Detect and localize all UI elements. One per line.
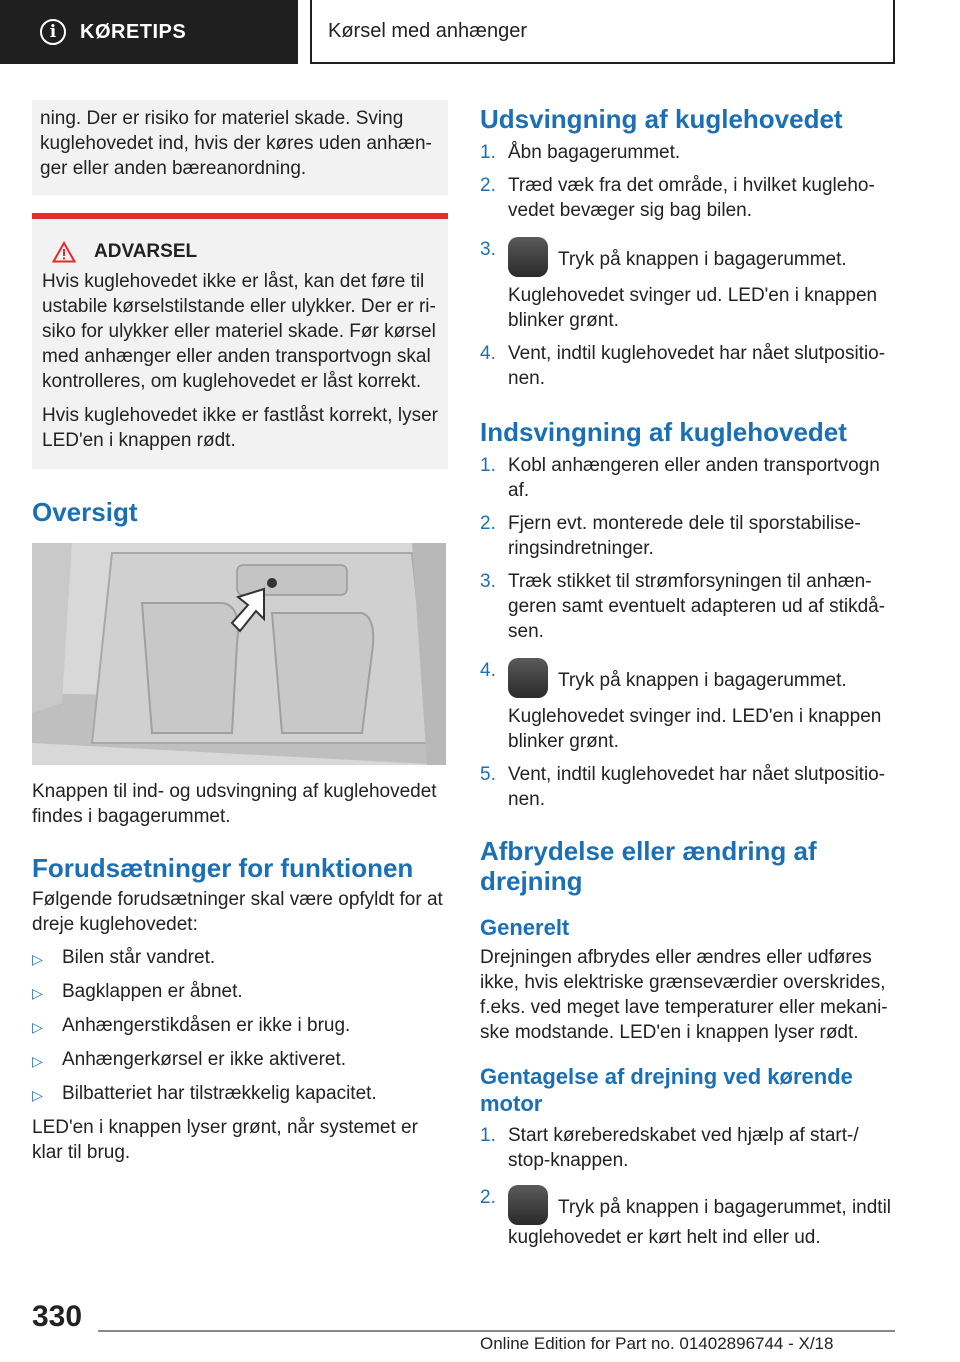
- list-item: 2. Tryk på knappen i bagagerummet, indtil kuglehovedet er kørt helt ind eller ud.: [480, 1187, 892, 1248]
- repeat-steps: [480, 1123, 900, 1250]
- continued-note-text: ning. Der er risiko for materiel skade. Sving kuglehovedet ind, hvis der køres uden anhæn-ger eller anden bæreanordning.: [40, 108, 432, 179]
- list-item: ▷ Anhængerstikdåsen er ikke i brug.: [32, 1013, 448, 1040]
- continued-note-box: [32, 100, 448, 195]
- hitch-button-icon: [508, 658, 548, 698]
- prerequisites-outro: LED'en i knappen lyser grønt, når systemet er klar til brug.: [32, 1117, 418, 1163]
- swing-in-steps: [480, 453, 900, 812]
- footer-divider: [98, 1330, 895, 1332]
- section-label: KØRETIPS: [80, 20, 187, 43]
- footer-edition: Online Edition for Part no. 01402896744 - X/18: [480, 1334, 834, 1353]
- list-item: 4. Vent, indtil kuglehovedet har nået slutpositio-nen.: [480, 343, 886, 389]
- overview-heading: Oversigt: [32, 497, 138, 527]
- list-item: 2. Fjern evt. monterede dele til sporstabilise-ringsindretninger.: [480, 513, 861, 559]
- list-item: 1. Åbn bagagerummet.: [480, 142, 681, 163]
- warning-triangle-icon: [52, 241, 76, 263]
- general-text: Drejningen afbrydes eller ændres eller udføres ikke, hvis elektriske grænseværdier overskrides, f.eks. ved meget lave temperaturer eller mekani-ske modstande. LED'en i knappen lyser rødt.: [480, 947, 888, 1043]
- warning-header: [52, 241, 438, 263]
- hitch-button-icon: [508, 1185, 548, 1225]
- list-item: 3. Træk stikket til strømforsyningen til anhæn-geren samt eventuelt adapteren ud af stikdå-sen.: [480, 571, 886, 642]
- prerequisites-list: [32, 945, 448, 1108]
- list-item: ▷ Anhængerkørsel er ikke aktiveret.: [32, 1047, 448, 1074]
- bullet-triangle-icon: ▷: [32, 951, 43, 967]
- trunk-button-photo: [32, 543, 446, 765]
- list-item: 4. Tryk på knappen i bagagerummet. Kuglehovedet svinger ind. LED'en i knappen blinker grønt.: [480, 660, 882, 752]
- warning-box: [32, 213, 448, 469]
- warning-paragraph: Hvis kuglehovedet ikke er låst, kan det føre til ustabile kørselstilstande eller ulykker. Der er ri-siko for ulykker eller materiel skade. Før kørsel med anhænger eller anden transportvogn skal kontrolleres, om kuglehovedet er låst korrekt.: [42, 271, 436, 392]
- interrupt-heading: Afbrydelse eller ændring af drejning: [480, 836, 817, 896]
- bullet-triangle-icon: ▷: [32, 985, 43, 1001]
- section-tab: [0, 0, 298, 64]
- bullet-triangle-icon: ▷: [32, 1019, 43, 1035]
- info-icon: i: [40, 19, 66, 45]
- warning-title: ADVARSEL: [94, 241, 198, 262]
- prerequisites-heading: Forudsætninger for funktionen: [32, 853, 414, 883]
- page-header: [0, 0, 960, 66]
- hitch-button-icon: [508, 237, 548, 277]
- list-item: ▷ Bagklappen er åbnet.: [32, 979, 448, 1006]
- swing-out-heading: Udsvingning af kuglehovedet: [480, 104, 843, 134]
- page-number: 330: [32, 1300, 83, 1333]
- chapter-title: Kørsel med anhænger: [310, 0, 895, 64]
- left-column: [32, 100, 448, 1165]
- swing-out-steps: [480, 140, 900, 391]
- bullet-triangle-icon: ▷: [32, 1053, 43, 1069]
- list-item: 2. Træd væk fra det område, i hvilket kugleho-vedet bevæger sig bag bilen.: [480, 175, 875, 221]
- swing-in-heading: Indsvingning af kuglehovedet: [480, 417, 847, 447]
- list-item: 1. Start køreberedskabet ved hjælp af start-/ stop-knappen.: [480, 1125, 859, 1171]
- repeat-subheading: Gentagelse af drejning ved kørende motor: [480, 1064, 853, 1116]
- list-item: ▷ Bilbatteriet har tilstrækkelig kapacitet.: [32, 1081, 448, 1108]
- trunk-illustration: [32, 543, 446, 765]
- list-item: 5. Vent, indtil kuglehovedet har nået slutpositio-nen.: [480, 764, 886, 810]
- right-column: [480, 100, 900, 1258]
- general-subheading: Generelt: [480, 915, 570, 940]
- prerequisites-intro: Følgende forudsætninger skal være opfyldt for at dreje kuglehovedet:: [32, 889, 443, 935]
- warning-paragraph: Hvis kuglehovedet ikke er fastlåst korrekt, lyser LED'en i knappen rødt.: [42, 405, 438, 451]
- list-item: ▷ Bilen står vandret.: [32, 945, 448, 972]
- list-item: 3. Tryk på knappen i bagagerummet. Kuglehovedet svinger ud. LED'en i knappen blinker grønt.: [480, 239, 878, 331]
- bullet-triangle-icon: ▷: [32, 1087, 43, 1103]
- photo-caption: Knappen til ind- og udsvingning af kuglehovedet findes i bagagerummet.: [32, 781, 437, 827]
- list-item: 1. Kobl anhængeren eller anden transportvogn af.: [480, 455, 880, 501]
